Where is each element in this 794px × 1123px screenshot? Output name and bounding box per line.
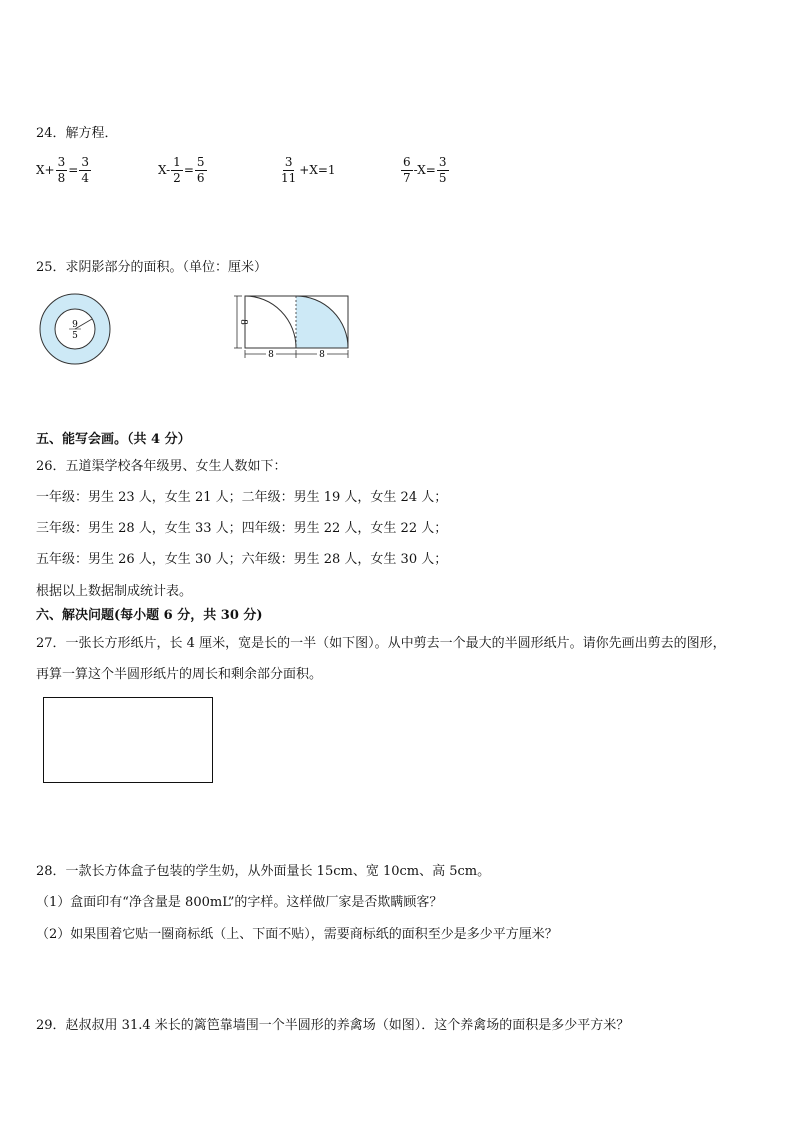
- q28-line-2: （1）盒面印有“净含量是 800mL”的字样。这样做厂家是否欺瞒顾客？: [36, 895, 443, 910]
- numerator: 3: [57, 154, 66, 169]
- numerator: 3: [284, 154, 293, 169]
- ring-figure: [36, 292, 116, 368]
- fraction: [401, 155, 413, 186]
- denominator: 4: [81, 170, 89, 185]
- eq4-middle: -X=: [413, 163, 436, 177]
- q26-line-1: 一年级：男生 23 人，女生 21 人；二年级：男生 19 人，女生 24 人；: [36, 490, 448, 505]
- eq2-equals: =: [183, 163, 194, 177]
- numerator: 3: [438, 154, 447, 169]
- denominator: 8: [57, 170, 66, 185]
- rectangle-figure: [228, 292, 354, 362]
- q26-line-2: 三年级：男生 28 人，女生 33 人；四年级：男生 22 人，女生 22 人；: [36, 521, 448, 536]
- eq2-prefix: X-: [158, 163, 171, 177]
- q26-title: 26．五道渠学校各年级男、女生人数如下：: [36, 459, 287, 474]
- height-label: 8: [238, 319, 248, 325]
- eq3-rest: +X=1: [299, 163, 336, 177]
- q28-line-3: （2）如果围着它贴一圈商标纸（上、下面不贴），需要商标纸的面积至少是多少平方厘米？: [36, 927, 558, 942]
- numerator: 5: [196, 154, 205, 169]
- fraction: [171, 155, 183, 186]
- q25-title: 25．求阴影部分的面积。（单位：厘米）: [36, 260, 268, 275]
- ring-denominator: 5: [72, 331, 78, 341]
- equation-4: [400, 152, 450, 188]
- q29-line-1: 29．赵叔叔用 31.4 米长的篱笆靠墙围一个半圆形的养禽场（如图）．这个养禽场的面积是多少平方米？: [36, 1018, 630, 1033]
- section-6-title: 六、解决问题(每小题 6 分，共 30 分): [36, 608, 263, 623]
- fraction: [56, 155, 68, 186]
- numerator: 6: [403, 154, 411, 169]
- eq1-equals: =: [68, 163, 79, 177]
- width-left-label: 8: [268, 350, 274, 360]
- section-5-title: 五、能写会画。（共 4 分）: [36, 432, 191, 447]
- q26-line-4: 根据以上数据制成统计表。: [36, 584, 193, 599]
- fraction: [437, 155, 449, 186]
- q27-line-1: 27．一张长方形纸片，长 4 厘米，宽是长的一半（如下图）。从中剪去一个最大的半圆形纸片。请你先画出剪去的图形，: [36, 636, 726, 651]
- q28-line-1: 28．一款长方体盒子包装的学生奶，从外面量长 15cm、宽 10cm、高 5cm。: [36, 864, 491, 879]
- q27-line-2: 再算一算这个半圆形纸片的周长和剩余部分面积。: [36, 667, 323, 682]
- ring-numerator: 9: [72, 320, 78, 330]
- numerator: 1: [173, 154, 181, 169]
- denominator: 11: [281, 170, 297, 185]
- equation-1: [36, 152, 92, 188]
- left-arc: [245, 296, 296, 348]
- fraction: [79, 155, 91, 186]
- denominator: 2: [173, 170, 181, 185]
- denominator: 5: [438, 170, 447, 185]
- denominator: 7: [403, 170, 411, 185]
- q24-title: 24．解方程．: [36, 126, 118, 141]
- equation-2: [158, 152, 208, 188]
- q26-line-3: 五年级：男生 26 人，女生 30 人；六年级：男生 28 人，女生 30 人；: [36, 552, 448, 567]
- denominator: 6: [196, 170, 205, 185]
- eq1-prefix: X+: [36, 163, 55, 177]
- equation-3: [278, 152, 336, 188]
- fraction: [195, 155, 207, 186]
- numerator: 3: [81, 154, 89, 169]
- fraction: [279, 155, 298, 186]
- paper-rectangle: [43, 697, 213, 783]
- shaded-quarter: [296, 296, 348, 348]
- width-right-label: 8: [319, 350, 325, 360]
